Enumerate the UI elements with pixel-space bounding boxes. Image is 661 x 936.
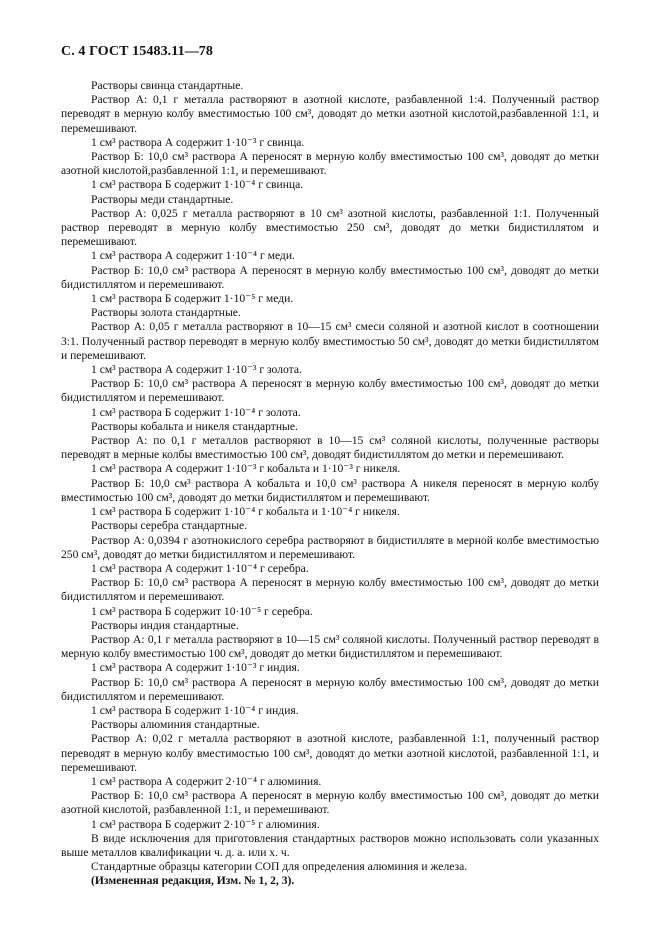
paragraph: 1 см³ раствора А содержит 1·10⁻⁴ г серебра. bbox=[91, 561, 309, 575]
paragraph: Раствор Б: 10,0 см³ раствора А переносят в мерную колбу вместимостью 100 см³, доводят до метки бидистиллятом и перемешивают. bbox=[61, 263, 599, 291]
paragraph: 1 см³ раствора А содержит 2·10⁻⁴ г алюминия. bbox=[91, 774, 322, 788]
paragraph: Раствор Б: 10,0 см³ раствора А переносят в мерную колбу вместимостью 100 см³, доводят до метки бидистиллятом и перемешивают. bbox=[61, 576, 599, 604]
paragraph: 1 см³ раствора А содержит 1·10⁻³ г свинца. bbox=[91, 135, 305, 149]
paragraph: 1 см³ раствора А содержит 1·10⁻³ г кобальта и 1·10⁻³ г никеля. bbox=[91, 462, 401, 476]
paragraph: 1 см³ раствора А содержит 1·10⁻⁴ г меди. bbox=[91, 249, 295, 263]
paragraph: Раствор Б: 10,0 см³ раствора А переносят в мерную колбу вместимостью 100 см³, доводят до метки бидистиллятом и перемешивают. bbox=[61, 675, 599, 703]
paragraph: 1 см³ раствора Б содержит 1·10⁻⁴ г кобальта и 1·10⁻⁴ г никеля. bbox=[91, 505, 400, 519]
paragraph: Растворы алюминия стандартные. bbox=[91, 718, 260, 732]
paragraph: Раствор Б: 10,0 см³ раствора А кобальта и 10,0 см³ раствора А никеля переносят в мерную колбу вместимостью 100 см³, доводят до метки бидистиллятом и перемешивают. bbox=[61, 476, 599, 504]
paragraph: 1 см³ раствора Б содержит 1·10⁻⁴ г свинца. bbox=[91, 178, 304, 192]
paragraph: Раствор Б: 10,0 см³ раствора А переносят в мерную колбу вместимостью 100 см³, доводят до метки азотной кислотой,разбавленной 1:1, и перемешивают. bbox=[61, 150, 599, 178]
paragraph: Раствор Б: 10,0 см³ раствора А переносят в мерную колбу вместимостью 100 см³, доводят до метки азотной кислотой, разбавленной 1:1, и перемешивают. bbox=[61, 789, 599, 817]
paragraph: Раствор Б: 10,0 см³ раствора А переносят в мерную колбу вместимостью 100 см³, доводят до метки бидистиллятом и перемешивают. bbox=[61, 377, 599, 405]
paragraph: 1 см³ раствора А содержит 1·10⁻³ г индия. bbox=[91, 661, 300, 675]
page-header: С. 4 ГОСТ 15483.11—78 bbox=[61, 44, 214, 59]
paragraph: Растворы индия стандартные. bbox=[91, 618, 239, 632]
paragraph: Растворы свинца стандартные. bbox=[91, 79, 244, 92]
paragraph: Стандартные образцы категории СОП для определения алюминия и железа. bbox=[91, 860, 468, 874]
paragraph: 1 см³ раствора Б содержит 1·10⁻⁴ г индия. bbox=[91, 703, 299, 717]
paragraph: 1 см³ раствора Б содержит 1·10⁻⁵ г меди. bbox=[91, 292, 294, 306]
paragraph: Растворы кобальта и никеля стандартные. bbox=[91, 419, 298, 433]
paragraph: Раствор А: 0,1 г металла растворяют в 10—15 см³ соляной кислоты. Полученный раствор переводят в мерную колбу вместимостью 100 см³, доводят до метки бидистиллятом и перемешивают. bbox=[61, 632, 599, 661]
paragraph: 1 см³ раствора Б содержит 10·10⁻⁵ г серебра. bbox=[91, 604, 313, 618]
paragraph: Раствор А: 0,02 г металла растворяют в азотной кислоте, разбавленной 1:1, полученный раствор переводят в мерную колбу вместимостью 100 см³, доводят до метки азотной кислотой, разбавленной 1:1, и перемешивают. bbox=[61, 732, 599, 774]
paragraph: 1 см³ раствора Б содержит 1·10⁻⁴ г золота. bbox=[91, 405, 301, 419]
paragraph: 1 см³ раствора А содержит 1·10⁻³ г золота. bbox=[91, 363, 302, 377]
paragraph: Раствор А: по 0,1 г металлов растворяют в 10—15 см³ соляной кислоты, полученные растворы переводят в мерные колбы вместимостью 100 см³, доводят бидистиллятом до метки и перемешивают. bbox=[61, 434, 599, 462]
paragraph: Раствор А: 0,1 г металла растворяют в азотной кислоте, разбавленной 1:4. Полученный раствор переводят в мерную колбу вместимостью 100 см³, доводят до метки азотной кислотой,разбавленной 1:1, и перемешивают. bbox=[61, 93, 599, 135]
paragraph: Растворы серебра стандартные. bbox=[91, 519, 248, 533]
paragraph: Раствор А: 0,05 г металла растворяют в 10—15 см³ смеси соляной и азотной кислот в соотношении 3:1. Полученный раствор переводят в мерную колбу вместимостью 50 см³, доводят до метки бидистиллятом и перемешивают. bbox=[61, 320, 599, 362]
paragraph: В виде исключения для приготовления стандартных растворов можно использовать соли указанных выше металлов квалификации ч. д. а. или х. ч. bbox=[61, 831, 599, 859]
amendment-note: (Измененная редакция, Изм. № 1, 2, 3). bbox=[91, 874, 295, 888]
document-body bbox=[61, 79, 599, 889]
paragraph: Растворы меди стандартные. bbox=[91, 192, 234, 206]
paragraph: 1 см³ раствора Б содержит 2·10⁻⁵ г алюминия. bbox=[91, 817, 320, 831]
paragraph: Раствор А: 0,025 г металла растворяют в 10 см³ азотной кислоты, разбавленной 1:1. Полученный раствор переводят в мерную колбу вместимостью 250 см³, доводят до метки бидистиллятом и перемешивают. bbox=[61, 206, 599, 249]
paragraph: Раствор А: 0,0394 г азотнокислого серебра растворяют в бидистилляте в мерной колбе вместимостью 250 см³, доводят до метки бидистиллятом и перемешивают. bbox=[61, 533, 599, 561]
paragraph: Растворы золота стандартные. bbox=[91, 306, 241, 320]
